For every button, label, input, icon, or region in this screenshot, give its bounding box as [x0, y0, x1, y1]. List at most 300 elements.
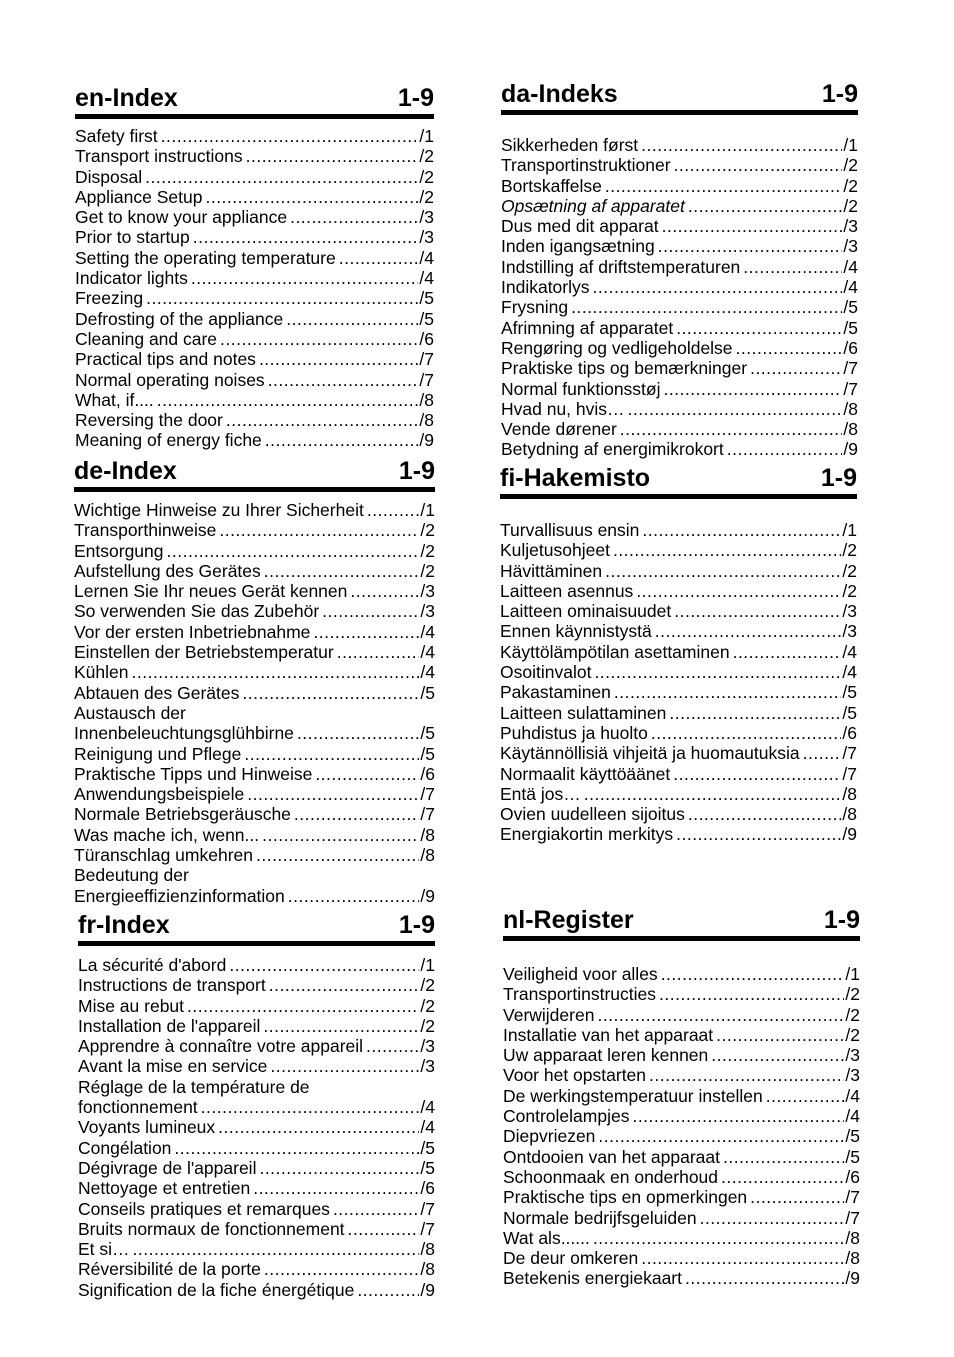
toc-entry-title: Dégivrage de l'appareil — [78, 1157, 257, 1178]
dot-leader — [721, 1167, 844, 1187]
toc-entry-page: /7 — [420, 804, 435, 825]
toc-entry — [501, 257, 858, 277]
toc-entry-title: Get to know your appliance — [75, 207, 288, 228]
dot-leader — [662, 216, 843, 236]
toc-entry-title: Energieeffizienzinformation — [74, 885, 285, 906]
toc-entry — [78, 1117, 435, 1137]
toc-entry — [78, 1199, 435, 1219]
toc-entry-page: /1 — [843, 135, 858, 155]
dot-leader — [766, 1086, 845, 1106]
toc-entry — [501, 236, 858, 256]
toc-entry-page: /7 — [843, 358, 858, 379]
toc-entry — [74, 601, 435, 621]
toc-entry-page: /2 — [843, 175, 858, 196]
toc-entry — [74, 642, 435, 662]
section-header — [501, 80, 858, 115]
toc-entry — [75, 227, 434, 247]
section-fi-hakemisto — [500, 464, 857, 845]
toc-entry-title: Appliance Setup — [75, 186, 203, 207]
toc-entry — [75, 248, 434, 268]
dot-leader — [664, 379, 843, 399]
toc-entry-title: Anwendungsbeispiele — [74, 784, 245, 805]
toc-entry — [501, 216, 858, 236]
toc-entry-title: Reinigung und Pflege — [74, 743, 242, 764]
toc-entry — [500, 703, 857, 723]
section-title: de-Index — [74, 457, 177, 485]
dot-leader — [265, 430, 419, 450]
toc-entry-page: /1 — [842, 520, 857, 540]
dot-leader — [674, 601, 841, 621]
section-page-range: 1-9 — [398, 911, 435, 939]
toc-entry-title: Ennen käynnistystä — [500, 621, 652, 642]
toc-entry-page: /1 — [420, 955, 435, 975]
dot-leader — [263, 1016, 419, 1036]
section-title: nl-Register — [503, 906, 634, 934]
toc-entry — [75, 349, 434, 369]
toc-entry-title: Transporthinweise — [74, 520, 217, 541]
toc-entry-title: Et si… — [78, 1239, 130, 1260]
toc-entry-title: De deur omkeren — [503, 1248, 639, 1269]
toc-entry-title: Praktische Tipps und Hinweise — [74, 763, 313, 784]
dot-leader — [571, 297, 842, 317]
toc-entry-title: Kühlen — [74, 662, 129, 683]
toc-entry-page: /9 — [419, 430, 434, 451]
dot-leader — [685, 1268, 844, 1288]
dot-leader — [256, 845, 419, 865]
toc-entry — [503, 1086, 860, 1106]
toc-entry-page: /5 — [845, 1146, 860, 1167]
toc-entry-title: Cleaning and care — [75, 328, 218, 349]
dot-leader — [727, 439, 843, 459]
dot-leader — [736, 338, 843, 358]
dot-leader — [669, 703, 841, 723]
toc-entry — [78, 996, 435, 1016]
dot-leader — [750, 1187, 844, 1207]
dot-leader — [641, 135, 842, 155]
toc-entry-title: Osoitinvalot — [500, 662, 592, 683]
dot-leader — [201, 1097, 420, 1117]
toc-entry-page: /4 — [845, 1085, 860, 1106]
toc-entry — [503, 1126, 860, 1146]
toc-entry — [503, 1248, 860, 1268]
toc-entry-page: /6 — [845, 1166, 860, 1187]
section-header — [75, 84, 434, 119]
toc-entry-title: Energiakortin merkitys — [500, 824, 674, 845]
toc-entry-page: /7 — [420, 1218, 435, 1239]
toc-list — [500, 520, 857, 845]
dot-leader — [205, 187, 418, 207]
dot-leader — [161, 126, 419, 146]
dot-leader — [253, 1178, 419, 1198]
toc-entry-title: La sécurité d'abord — [78, 955, 227, 975]
toc-entry-page: /7 — [842, 743, 857, 764]
dot-leader — [259, 1158, 419, 1178]
toc-entry-title: Inden igangsætning — [501, 236, 655, 257]
toc-entry-title: Pakastaminen — [500, 682, 611, 703]
dot-leader — [350, 581, 419, 601]
dot-leader — [743, 257, 842, 277]
toc-entry — [74, 703, 435, 723]
toc-entry — [74, 622, 435, 642]
toc-entry-title: Wichtige Hinweise zu Ihrer Sicherheit — [74, 500, 364, 520]
toc-entry-page: /2 — [845, 1024, 860, 1045]
toc-entry — [75, 410, 434, 430]
dot-leader — [620, 419, 843, 439]
toc-entry-title: Wat als...... — [503, 1227, 590, 1248]
toc-entry — [501, 196, 858, 216]
toc-entry-title: Defrosting of the appliance — [75, 308, 284, 329]
toc-entry-page: /5 — [420, 1157, 435, 1178]
dot-leader — [593, 277, 843, 297]
dot-leader — [290, 207, 418, 227]
toc-entry — [75, 430, 434, 450]
toc-entry — [74, 561, 435, 581]
toc-entry — [500, 682, 857, 702]
dot-leader — [676, 824, 841, 844]
toc-entry-title: Setting the operating temperature — [75, 247, 336, 268]
dot-leader — [220, 329, 418, 349]
toc-entry-page: /2 — [420, 520, 435, 541]
dot-leader — [339, 248, 419, 268]
toc-entry-page: /5 — [419, 308, 434, 329]
section-header — [503, 906, 860, 941]
toc-entry — [500, 764, 857, 784]
section-page-range: 1-9 — [820, 464, 857, 492]
toc-entry-title: Instructions de transport — [78, 975, 266, 996]
toc-entry — [503, 1268, 860, 1288]
dot-leader — [246, 146, 419, 166]
toc-entry-page: /2 — [419, 166, 434, 187]
toc-entry-page: /3 — [842, 601, 857, 622]
dot-leader — [688, 804, 842, 824]
toc-entry — [500, 804, 857, 824]
toc-entry-page: /6 — [843, 337, 858, 358]
toc-entry-title: Normal funktionsstøj — [501, 378, 661, 399]
toc-entry-title: Rengøring og vedligeholdelse — [501, 337, 733, 358]
toc-entry-title: Normale Betriebsgeräusche — [74, 804, 291, 825]
toc-entry-title: Installatie van het apparaat — [503, 1024, 714, 1045]
section-header — [74, 457, 435, 492]
toc-entry-page: /9 — [843, 439, 858, 460]
toc-entry — [75, 207, 434, 227]
dot-leader — [597, 1005, 844, 1025]
toc-entry — [75, 268, 434, 288]
toc-entry-page: /3 — [845, 1065, 860, 1086]
toc-entry-title: Avant la mise en service — [78, 1056, 268, 1077]
toc-entry — [501, 338, 858, 358]
toc-entry — [74, 825, 435, 845]
toc-entry-page: /2 — [419, 186, 434, 207]
toc-entry-page: /8 — [843, 398, 858, 419]
dot-leader — [642, 520, 841, 540]
dot-leader — [259, 349, 418, 369]
dot-leader — [315, 764, 419, 784]
dot-leader — [594, 662, 841, 682]
toc-entry-title: Voor het opstarten — [503, 1065, 647, 1086]
dot-leader — [337, 642, 420, 662]
toc-entry-title: fonctionnement — [78, 1097, 198, 1118]
toc-entry-title: Normale bedrijfsgeluiden — [503, 1207, 697, 1228]
toc-entry-page: /3 — [420, 1056, 435, 1077]
toc-entry — [503, 1147, 860, 1167]
dot-leader — [264, 561, 420, 581]
toc-entry-page: /3 — [420, 601, 435, 622]
dot-leader — [716, 1025, 844, 1045]
toc-entry — [501, 297, 858, 317]
toc-entry-title: What, if.... — [75, 389, 154, 410]
toc-entry — [501, 439, 858, 459]
dot-leader — [750, 358, 842, 378]
dot-leader — [269, 975, 420, 995]
toc-entry-page: /7 — [419, 349, 434, 370]
toc-entry — [74, 683, 435, 703]
toc-entry-page: /4 — [420, 1117, 435, 1138]
toc-entry-page: /3 — [420, 1036, 435, 1057]
toc-entry — [503, 1106, 860, 1126]
toc-entry — [503, 1208, 860, 1228]
dot-leader — [584, 784, 842, 804]
toc-entry-page: /5 — [420, 723, 435, 744]
toc-entry-page: /2 — [420, 540, 435, 561]
toc-entry-title: Austausch der — [74, 702, 186, 723]
toc-entry — [500, 824, 857, 844]
dot-leader — [711, 1045, 844, 1065]
toc-entry-title: Indicator lights — [75, 268, 188, 289]
dot-leader — [632, 1106, 844, 1126]
dot-leader — [294, 804, 419, 824]
dot-leader — [628, 399, 843, 419]
dot-leader — [268, 370, 419, 390]
dot-leader — [191, 268, 419, 288]
toc-entry-page: /2 — [420, 1015, 435, 1036]
toc-entry — [503, 964, 860, 984]
toc-entry-title: Bruits normaux de fonctionnement — [78, 1218, 345, 1239]
dot-leader — [167, 541, 420, 561]
dot-leader — [297, 723, 419, 743]
dot-leader — [688, 196, 843, 216]
toc-entry-title: Laitteen asennus — [500, 580, 634, 601]
toc-entry-page: /6 — [842, 722, 857, 743]
toc-entry — [501, 155, 858, 175]
dot-leader — [247, 784, 419, 804]
toc-entry — [74, 500, 435, 520]
toc-entry — [78, 975, 435, 995]
toc-entry — [74, 804, 435, 824]
toc-entry — [503, 1005, 860, 1025]
toc-entry-page: /2 — [843, 195, 858, 216]
toc-entry — [500, 561, 857, 581]
toc-entry-page: /4 — [420, 642, 435, 663]
toc-entry — [500, 601, 857, 621]
toc-entry-page: /3 — [843, 216, 858, 237]
dot-leader — [262, 825, 419, 845]
toc-entry-title: Controlelampjes — [503, 1106, 630, 1127]
toc-entry — [501, 277, 858, 297]
toc-entry — [501, 399, 858, 419]
toc-entry-page: /5 — [420, 682, 435, 703]
toc-list — [501, 135, 858, 460]
toc-entry-title: Praktiske tips og bemærkninger — [501, 358, 748, 379]
toc-entry-title: Réversibilité de la porte — [78, 1259, 261, 1280]
toc-entry-page: /8 — [420, 845, 435, 866]
toc-entry-title: Schoonmaak en onderhoud — [503, 1166, 719, 1187]
dot-leader — [264, 1259, 420, 1279]
toc-entry-page: /8 — [419, 389, 434, 410]
dot-leader — [193, 227, 419, 247]
toc-entry-page: /8 — [842, 783, 857, 804]
dot-leader — [733, 642, 842, 662]
toc-entry — [78, 1138, 435, 1158]
toc-entry-title: Entä jos… — [500, 783, 581, 804]
toc-entry — [78, 1077, 435, 1097]
toc-entry-page: /1 — [845, 964, 860, 984]
toc-entry-title: Kuljetusohjeet — [500, 540, 610, 561]
section-nl-register — [503, 906, 860, 1289]
toc-entry — [500, 540, 857, 560]
toc-entry-title: Dus med dit apparat — [501, 216, 659, 237]
toc-list — [78, 955, 435, 1300]
toc-entry-title: Entsorgung — [74, 540, 164, 561]
toc-entry-title: Signification de la fiche énergétique — [78, 1279, 355, 1300]
section-title: da-Indeks — [501, 80, 618, 108]
toc-entry — [78, 1016, 435, 1036]
toc-entry-page: /3 — [845, 1045, 860, 1066]
dot-leader — [723, 1147, 844, 1167]
toc-entry — [500, 520, 857, 540]
toc-entry-title: Practical tips and notes — [75, 349, 256, 370]
dot-leader — [366, 1036, 419, 1056]
dot-leader — [229, 955, 419, 975]
dot-leader — [333, 1199, 419, 1219]
dot-leader — [649, 1065, 844, 1085]
toc-entry — [75, 187, 434, 207]
toc-entry — [501, 135, 858, 155]
dot-leader — [146, 288, 418, 308]
dot-leader — [357, 1280, 419, 1300]
toc-entry-title: Ontdooien van het apparaat — [503, 1146, 720, 1167]
toc-entry-page: /2 — [843, 155, 858, 176]
toc-entry-title: Ovien uudelleen sijoitus — [500, 804, 685, 825]
toc-entry-title: Verwijderen — [503, 1004, 595, 1025]
toc-entry — [74, 845, 435, 865]
toc-entry-page: /7 — [845, 1207, 860, 1228]
toc-entry — [78, 1036, 435, 1056]
toc-entry-title: Bedeutung der — [74, 865, 189, 886]
toc-entry-title: Puhdistus ja huolto — [500, 722, 648, 743]
toc-entry — [74, 662, 435, 682]
toc-entry-title: Freezing — [75, 288, 144, 309]
section-title: fr-Index — [78, 911, 170, 939]
toc-entry — [74, 541, 435, 561]
toc-entry — [75, 390, 434, 410]
toc-entry-page: /4 — [842, 641, 857, 662]
toc-entry-title: Nettoyage et entretien — [78, 1178, 251, 1199]
toc-entry-title: Frysning — [501, 297, 569, 318]
dot-leader — [133, 1239, 420, 1259]
toc-entry-page: /4 — [843, 256, 858, 277]
toc-entry-title: Conseils pratiques et remarques — [78, 1198, 330, 1219]
dot-leader — [226, 410, 419, 430]
toc-entry — [78, 1280, 435, 1300]
toc-entry — [500, 581, 857, 601]
dot-leader — [659, 984, 844, 1004]
toc-entry-page: /8 — [845, 1248, 860, 1269]
toc-entry-page: /9 — [420, 885, 435, 906]
toc-entry-page: /4 — [842, 662, 857, 683]
dot-leader — [605, 561, 841, 581]
toc-entry — [74, 764, 435, 784]
toc-entry — [501, 379, 858, 399]
toc-entry-title: Meaning of energy fiche — [75, 430, 262, 451]
toc-entry-page: /2 — [845, 984, 860, 1005]
toc-entry-page: /3 — [843, 236, 858, 257]
toc-entry-page: /1 — [419, 126, 434, 146]
toc-entry-page: /2 — [842, 560, 857, 581]
toc-entry — [501, 358, 858, 378]
toc-entry — [500, 642, 857, 662]
toc-entry — [78, 1097, 435, 1117]
toc-entry — [501, 419, 858, 439]
toc-entry-title: Réglage de la température de — [78, 1076, 310, 1097]
section-header — [78, 911, 435, 946]
toc-entry-title: Käyttölämpötilan asettaminen — [500, 641, 730, 662]
toc-entry — [503, 984, 860, 1004]
dot-leader — [676, 318, 842, 338]
toc-entry — [75, 309, 434, 329]
toc-entry-page: /3 — [419, 207, 434, 228]
dot-leader — [605, 176, 843, 196]
toc-entry — [503, 1065, 860, 1085]
toc-list — [75, 126, 434, 451]
toc-entry-page: /4 — [419, 268, 434, 289]
toc-entry-page: /3 — [420, 581, 435, 602]
toc-entry — [75, 329, 434, 349]
toc-entry-title: Normal operating noises — [75, 369, 265, 390]
toc-entry-title: Reversing the door — [75, 410, 223, 431]
dot-leader — [655, 621, 842, 641]
toc-entry-page: /5 — [420, 1137, 435, 1158]
section-de-index — [74, 457, 435, 906]
toc-entry — [78, 1239, 435, 1259]
toc-entry — [503, 1228, 860, 1248]
toc-entry — [75, 146, 434, 166]
dot-leader — [651, 723, 842, 743]
toc-entry-page: /5 — [843, 297, 858, 318]
toc-entry — [503, 1187, 860, 1207]
toc-entry-page: /2 — [845, 1004, 860, 1025]
toc-entry-page: /7 — [419, 369, 434, 390]
toc-entry-page: /5 — [420, 743, 435, 764]
toc-entry-title: Betekenis energiekaart — [503, 1268, 682, 1289]
toc-entry-page: /2 — [420, 975, 435, 996]
toc-entry-title: Praktische tips en opmerkingen — [503, 1187, 748, 1208]
toc-entry-title: Indstilling af driftstemperaturen — [501, 256, 741, 277]
toc-entry-page: /3 — [419, 227, 434, 248]
toc-entry-title: Laitteen ominaisuudet — [500, 601, 672, 622]
toc-entry-title: Türanschlag umkehren — [74, 845, 253, 866]
toc-entry-page: /8 — [420, 1259, 435, 1280]
toc-entry-title: Voyants lumineux — [78, 1117, 216, 1138]
toc-entry-title: Innenbeleuchtungsglühbirne — [74, 723, 294, 744]
toc-entry — [74, 744, 435, 764]
toc-entry — [500, 723, 857, 743]
toc-entry-page: /8 — [842, 804, 857, 825]
section-fr-index — [78, 911, 435, 1300]
toc-entry-title: Transportinstructies — [503, 984, 657, 1005]
toc-entry-page: /4 — [420, 621, 435, 642]
dot-leader — [218, 1117, 419, 1137]
toc-entry — [74, 886, 435, 906]
